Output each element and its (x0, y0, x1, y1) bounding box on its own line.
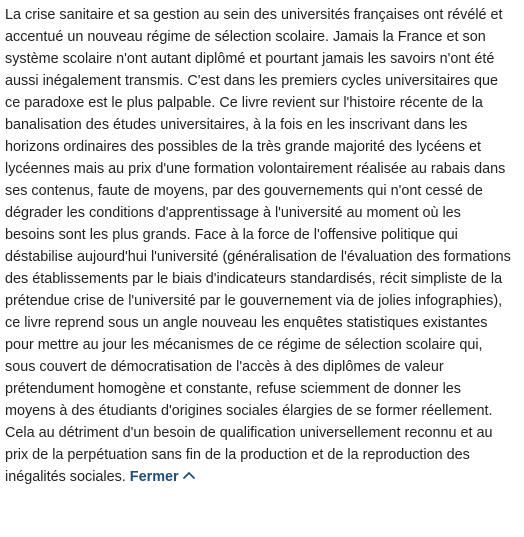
close-description-label: Fermer (129, 469, 179, 485)
chevron-up-icon (182, 470, 196, 480)
description-text: La crise sanitaire et sa gestion au sein des universités françaises ont révélé et accentué un nouveau régime de sélection scolaire. Jamais la France et son système scolaire n'ont autant diplômé et pourtant jamais les savoirs n'ont été aussi inégalement transmis. C'est dans les premiers cycles universitaires que ce paradoxe est le plus palpable. Ce livre revient sur l'histoire récente de la banalisation des études universitaires, à la fois en les inscrivant dans les horizons ordinaires des possibles de la très grande majorité des lycéens et lycéennes mais au prix d'une formation volontairement réalisée au rabais dans ses contenus, faute de moyens, par des gouvernements qui n'ont cessé de dégrader les conditions d'apprentissage à l'université au moment où les besoins sont les plus grands. Face à la force de l'offensive politique qui déstabilise aujourd'hui l'université (généralisation de l'évaluation des formations des établissements par le biais d'indicateurs standardisés, récit simpliste de la prétendue crise de l'université par le gouvernement via de jolies infographies), ce livre reprend sous un angle nouveau les enquêtes statistiques existantes pour mettre au jour les mécanismes de ce régime de sélection scolaire qui, sous couvert de démocratisation de l'accès à des diplômes de valeur prétendument homogène et constante, refuse sciemment de donner les moyens à des étudiants d'origines sociales élargies de se former réellement. Cela au détriment d'un besoin de qualification universellement reconnu et au prix de la perpétuation sans fin de la production et de la reproduction des inégalités sociales. (5, 7, 511, 485)
book-description (5, 4, 513, 488)
close-description-link[interactable] (130, 469, 196, 485)
